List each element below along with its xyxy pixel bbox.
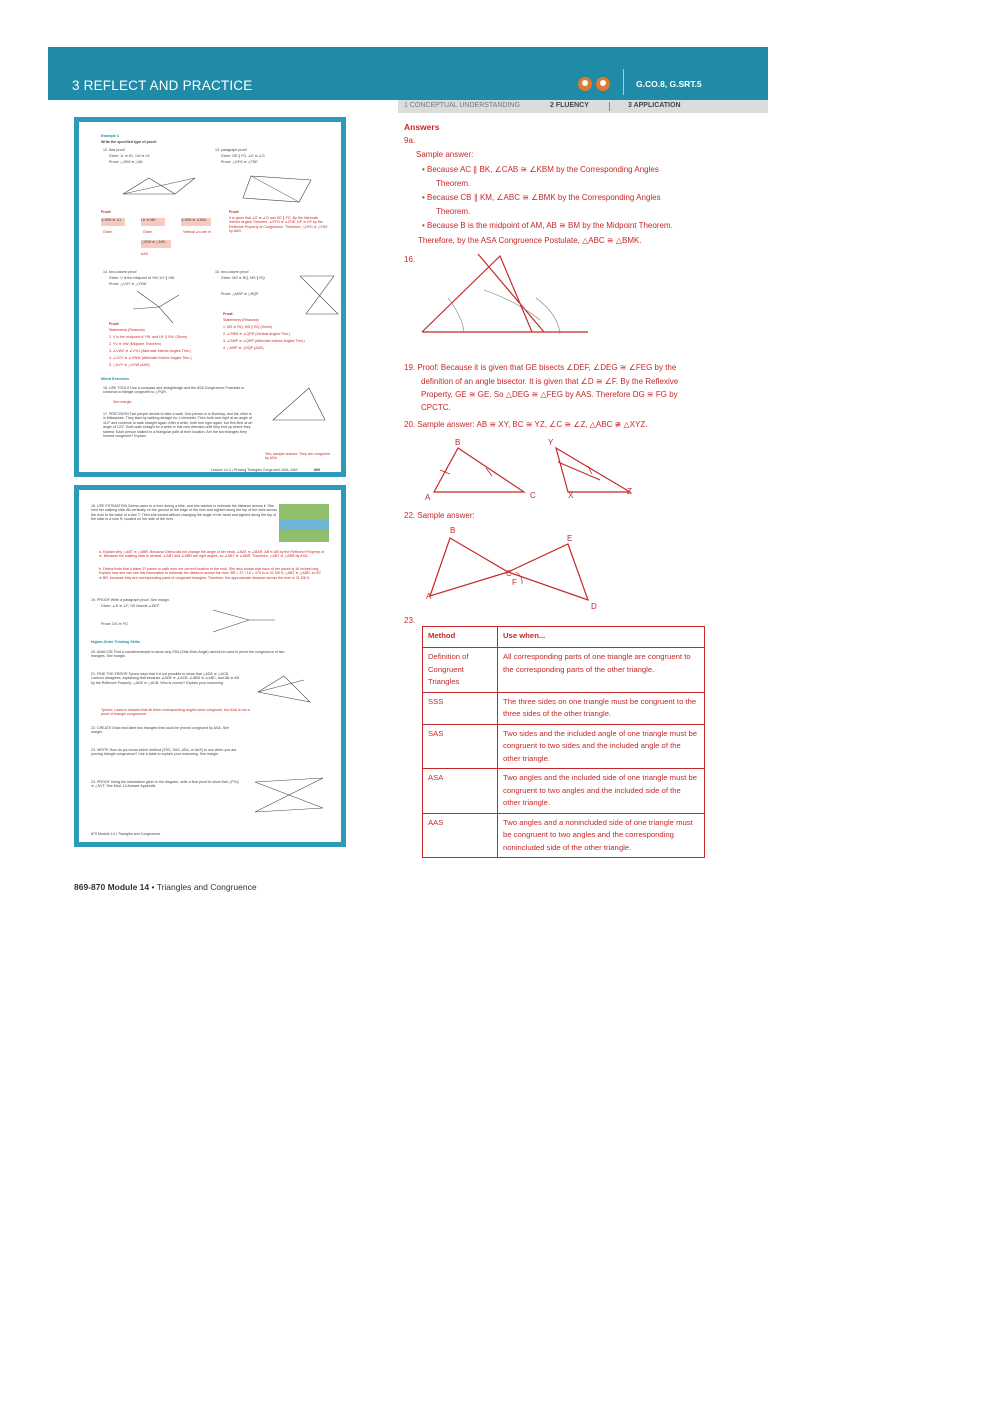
problem-23: 23. WRITE How do you know which method (SSS, SAS, ASA, or AAS) to use when you are proving triangle congruence? Use a table to explain your reasoning. See margin. (91, 748, 237, 757)
student-page-870 (74, 485, 346, 847)
page-range: 869-870 (74, 882, 106, 892)
flow-reason-3: Vertical ∠s are ≅ (183, 230, 212, 234)
mixed-exercises: Mixed Exercises (101, 377, 129, 381)
table-row (423, 648, 705, 693)
use-cell: Two sides and the included angle of one triangle must be congruent to two sides and the included angle of the other triangle. (498, 724, 705, 769)
problem-13: 13. paragraph proof (215, 148, 247, 152)
p14-line-1: 1. V is the midpoint of YW, and UY ∥ XW. (Given) (109, 335, 188, 339)
p15-line-3: 3. ∠SMP ≅ ∠QRP (Alternate Interior Angles Thm.) (223, 339, 305, 343)
person-icon (578, 77, 592, 91)
table-row (423, 724, 705, 769)
table-header-row (423, 627, 705, 648)
flow-reason-2: Given (143, 230, 153, 234)
p13-proof-text: It is given that ∠E ≅ ∠G and DE ∥ FG. By the Alternate Interior Angles Theorem, ∠EFG ≅ ∠FDE. DF ≅ DF by the Reflexive Property of Congruence. Therefore, △DFG ≅ △FDE by AAS. (229, 216, 328, 234)
p15-statements: Statements (Reasons) (223, 318, 259, 322)
flow-reason-1: Given (103, 230, 113, 234)
answer-20-label-c: C (530, 491, 536, 500)
flow-box-4: △JKM ≅ △MKL (141, 240, 171, 248)
answers-heading: Answers (404, 122, 440, 132)
answer-19-line3: Property, GE ≅ GE. So △DEG ≅ △FEG by AAS. Therefore DG ≅ FG by (421, 390, 678, 399)
proof-label: Proof: (101, 210, 112, 214)
p14-line-2: 2. YV ≅ VW (Midpoint Theorem) (109, 342, 161, 346)
p12-prove: Prove: △JKM ≅ △ML (109, 160, 144, 164)
answer-9a-label: 9a. (404, 136, 416, 145)
river-illustration (279, 504, 329, 542)
answer-19-line2: definition of an angle bisector. It is given that ∠D ≅ ∠F. By the Reflexive (421, 377, 679, 386)
answer-9a-b1: • Because AC ∥ BK, ∠CAB ≅ ∠KBM by the Corresponding Angles (422, 165, 659, 174)
p21-figure (254, 672, 314, 712)
p19-prove: Prove: DG ≅ FG (101, 622, 128, 626)
method-cell: AAS (423, 813, 498, 858)
answer-22-label-e: E (567, 534, 573, 543)
p13-proof-label: Proof: (229, 210, 240, 214)
answer-22-triangles (422, 530, 602, 610)
standards-label: G.CO.8, G.SRT.5 (636, 79, 702, 89)
answer-22-label-d: D (591, 602, 597, 611)
problem-16: 16. USE TOOLS Use a compass and straightedge and the ASA Congruence Postulate to construct a triangle congruent to △PQR. (103, 386, 245, 395)
hots-heading: Higher-Order Thinking Skills (91, 640, 140, 644)
problem-22: 22. CREATE Draw and label two triangles that could be proved congruent by ASA. See margin. (91, 726, 230, 735)
module-topic: Triangles and Congruence (156, 882, 257, 892)
p24-figure (249, 772, 329, 822)
answer-20-label-a: A (425, 493, 431, 502)
banner-icons (578, 77, 610, 91)
answer-22-label-b: B (450, 526, 456, 535)
page2-footer: 870 Module 14 • Triangles and Congruence (91, 832, 161, 836)
answer-22-label-c: C (506, 569, 512, 578)
p14-line-3: 3. ∠VWX ≅ ∠VYU (Alternate Interior Angles Thm.) (109, 349, 191, 353)
p13-prove: Prove: △DFG ≅ △FDE (221, 160, 258, 164)
p15-line-4: 4. △MSP ≅ △RQP (AAS) (223, 346, 264, 350)
column-header-method: Method (423, 627, 498, 648)
p13-given: Given: DE ∥ FG, ∠E ≅ ∠G (221, 154, 265, 158)
p14-proof-label: Proof: (109, 322, 120, 326)
p15-proof-label: Proof: (223, 312, 234, 316)
answer-22-label-f: F (512, 578, 517, 587)
table-row (423, 813, 705, 858)
use-cell: Two angles and a nonincluded side of one triangle must be congruent to two angles and the corresponding nonincluded side of the other triangle. (498, 813, 705, 858)
answer-16-label: 16. (404, 255, 416, 264)
method-cell: Definition of Congruent Triangles (423, 648, 498, 693)
p15-line-1: 1. MS ≅ RQ, MS ∥ RQ (Given) (223, 325, 273, 329)
example-label: Example 3 (101, 134, 119, 138)
use-cell: All corresponding parts of one triangle are congruent to the corresponding parts of the other triangle. (498, 648, 705, 693)
flow-box-2: LK ≅ MK (141, 218, 165, 226)
answer-9a-conclusion: Therefore, by the ASA Congruence Postulate, △ABC ≅ △BMK. (418, 236, 642, 245)
module-label: Module 14 (107, 882, 150, 892)
flow-box-1: ∠JKM ≅ ∠L (101, 218, 125, 226)
p14-statements: Statements (Reasons) (109, 328, 145, 332)
answer-9a-b3: • Because B is the midpoint of AM, AB ≅ BM by the Midpoint Theorem. (422, 221, 673, 230)
p18a: a. Explain why △ABT ≅ △ABR. Because Delma did not change the angle of her head, ∠BAT ≅ ∠BAR. AB ≅ AB by the Reflexive Property of ≅. Because the walking stick is vertical, ∠ABT and ∠ABR are right angles, so ∠ABT ≅ ∠ABR. Therefore, △ABT ≅ △ABR by ASA. (99, 550, 324, 559)
p15-given: Given: MS ≅ RQ, MS ∥ RQ (221, 276, 265, 280)
p15-prove: Prove: △MSP ≅ △RQP (221, 292, 259, 296)
answer-20: 20. Sample answer: AB ≅ XY, BC ≅ YZ, ∠C ≅ ∠Z, △ABC ≇ △XYZ. (404, 420, 648, 429)
p17-answer: Yes; sample answer: They are congruent by ASA. (265, 452, 331, 461)
problem-19: 19. PROOF Write a paragraph proof. See margin. (91, 598, 171, 602)
answer-9a-sample: Sample answer: (416, 150, 474, 159)
answer-23: 23. (404, 616, 416, 625)
method-cell: SSS (423, 692, 498, 724)
problem-15: 15. two-column proof (215, 270, 249, 274)
p16-figure (269, 384, 329, 424)
p12-figure (119, 172, 199, 202)
p16-answer: See margin. (113, 400, 133, 404)
problem-24: 24. PROOF Using the information given in the diagram, write a flow proof to show that △PVQ ≅ △SVT. See Mod. 14 Answer Appendix. (91, 780, 239, 789)
congruence-methods-table (422, 626, 705, 858)
method-cell: SAS (423, 724, 498, 769)
answer-19-line1: 19. Proof: Because it is given that GE bisects ∠DEF, ∠DEG ≅ ∠FEG by the (404, 363, 677, 372)
answer-19-line4: CPCTC. (421, 403, 451, 412)
p18b: b. Delma finds that it takes 37 paces to walk from her current location to the rock. She also knows that each of her paces is 16 inches long. Explain how she can use this information to estimate the distance across the river. BR = 37 • 16 = 370 in or 31 5/6 ft; △ABT ≅ △ABR, so BT ≅ BR, because they are corresponding parts of congruent triangles. Therefore, the approximate distance across the river is 31 5/6 ft. (99, 567, 322, 580)
answer-16-construction (418, 250, 598, 340)
answer-9a-b2-cont: Theorem. (436, 207, 471, 216)
tab-conceptual: 1 CONCEPTUAL UNDERSTANDING (404, 102, 520, 109)
answer-20-label-b: B (455, 438, 461, 447)
page1-number: 869 (314, 468, 320, 472)
spread-footer: 869-870 Module 14 • Triangles and Congruence (74, 882, 257, 892)
column-header-use: Use when... (498, 627, 705, 648)
student-page-869 (74, 117, 346, 477)
p19-given: Given: ∠D ≅ ∠F, GE bisects ∠DEF. (101, 604, 160, 608)
answer-20-label-x: X (568, 491, 574, 500)
answer-20-label-z: Z (627, 487, 632, 496)
level-tabs (398, 100, 768, 113)
answer-9a-b1-cont: Theorem. (436, 179, 471, 188)
problem-12: 12. flow proof (103, 148, 125, 152)
instruction: Write the specified type of proof. (101, 140, 157, 144)
section-title: 3 REFLECT AND PRACTICE (72, 78, 253, 93)
answer-22: 22. Sample answer: (404, 511, 475, 520)
p15-figure (294, 270, 344, 320)
answer-20-label-y: Y (548, 438, 554, 447)
p15-line-2: 2. ∠SRM ≅ ∠QPR (Vertical Angles Thm.) (223, 332, 291, 336)
section-banner (48, 47, 768, 100)
p14-figure (129, 287, 189, 327)
problem-20: 20. ANALYZE Find a counterexample to show why SSA (Side-Side-Angle) cannot be used to prove the congruence of two triangles. See margin. (91, 650, 285, 659)
use-cell: Two angles and the included side of one triangle must be congruent to two angles and the included side of the other triangle. (498, 769, 705, 814)
p14-given: Given: V is the midpoint of YW; UY ∥ XW. (109, 276, 175, 280)
problem-14: 14. two-column proof (103, 270, 137, 274)
table-row (423, 692, 705, 724)
p14-line-5: 5. △UVY ≅ △XVW (AAS) (109, 363, 150, 367)
problem-17: 17. PRECISION Two people decide to take a walk. One person is in Bombay, and the other is in Milwaukee. They start by walking straight for 1 kilometer. Then both turn right at an angle of 110° and continue to walk straight again. After a while, both turn right again, but this time at an angle of 120°. Both walk straight for a while in this new direction until they end up where they started. Each person walked in a triangular path at their location. Are the two triangles they formed congruent? Explain. (103, 412, 253, 439)
p19-figure (209, 606, 279, 636)
method-cell: ASA (423, 769, 498, 814)
problem-21: 21. FIND THE ERROR Tyrone says that it is not possible to show that △ADE ≅ △ACB. Lorenzo disagrees, explaining that because ∠ADE ≅ ∠ACB, ∠ABD ≅ ∠ABC, and AB ≅ AB by the Reflexive Property, △ADE ≅ △ACB. Who is correct? Explain your reasoning. (91, 672, 239, 685)
group-icon (596, 77, 610, 91)
p13-figure (239, 170, 319, 208)
answer-22-label-a: A (426, 592, 432, 601)
p12-given: Given: JL ≅ KL, LM ≅ LK (109, 154, 150, 158)
flow-result: AAS (141, 252, 149, 256)
tab-application: 3 APPLICATION (628, 102, 681, 109)
tab-fluency: 2 FLUENCY (550, 102, 589, 109)
flow-box-3: ∠JKM ≅ ∠MKL (181, 218, 211, 226)
use-cell: The three sides on one triangle must be congruent to the three sides of the other triangle. (498, 692, 705, 724)
p14-line-4: 4. ∠XVY ≅ ∠VWW (Alternate Interior Angles Thm.) (109, 356, 192, 360)
tab-divider (609, 102, 610, 111)
banner-divider (623, 69, 624, 95)
river (279, 520, 329, 530)
answer-9a-b2: • Because CB ∥ KM, ∠ABC ≅ ∠BMK by the Corresponding Angles (422, 193, 661, 202)
table-row (423, 769, 705, 814)
page1-footer: Lesson 14-4 • Proving Triangles Congruent: ASA, AAS (211, 468, 298, 472)
problem-18: 18. USE ESTIMATION Delma came to a river during a hike, and she wanted to estimate the distance across it. She held her walking stick AB vertically on the ground at the edge of the river and sighted along the top of the stick across the river to the base of a tree T. Then she turned without changing the angle of her head and sighted along the top of the stick to a rock R, located on her side of the river. (91, 504, 277, 522)
p14-prove: Prove: △UVY ≅ △XVW (109, 282, 147, 286)
p21-answer: Tyrone; Lorenzo showed that all three corresponding angles were congruent, but AAA is not a proof of triangle congruence. (101, 708, 250, 717)
